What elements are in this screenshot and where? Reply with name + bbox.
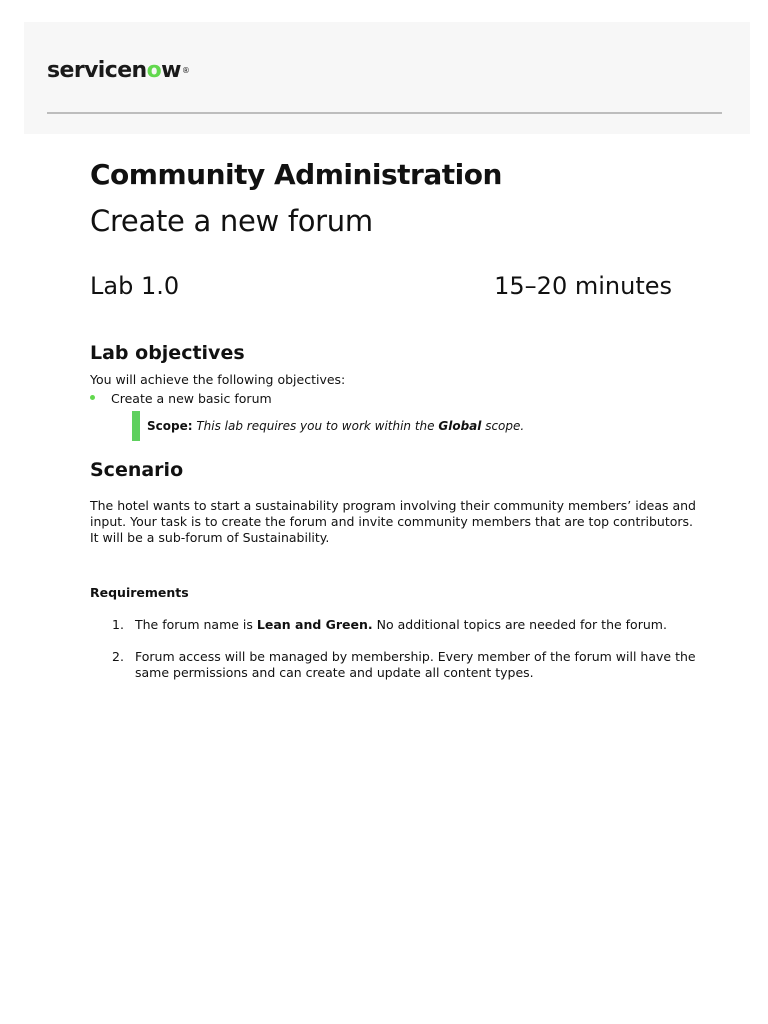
logo-accent-o: o (146, 58, 162, 83)
requirement-item (112, 617, 692, 633)
logo-registered-mark: ® (181, 66, 190, 75)
scope-label: Scope: (147, 419, 193, 433)
scenario-paragraph (90, 498, 696, 546)
objectives-intro: You will achieve the following objectives: (90, 372, 346, 387)
requirement-item (112, 649, 696, 681)
scenario-line: input. Your task is to create the forum and invite community members that are top contributors. (90, 514, 693, 529)
logo-text-a: servicen (47, 58, 147, 83)
requirement-line: Forum access will be managed by membership. Every member of the forum will have the (135, 649, 696, 664)
requirements-heading: Requirements (90, 585, 189, 600)
requirement-text-before: The forum name is (135, 617, 257, 632)
lab-number: Lab 1.0 (90, 272, 180, 300)
document-title: Community Administration (90, 158, 502, 191)
logo-text-b: w (161, 58, 181, 83)
scope-text-before: This lab requires you to work within the (192, 419, 439, 433)
requirement-number: 1. (112, 617, 124, 632)
objective-list-item (90, 391, 272, 407)
scope-text-after: scope. (481, 419, 525, 433)
bullet-dot-icon (90, 395, 95, 400)
scope-note (147, 418, 524, 434)
servicenow-logo (47, 56, 189, 86)
requirement-number: 2. (112, 649, 124, 664)
requirement-text (135, 649, 696, 681)
requirement-text-after: No additional topics are needed for the forum. (372, 617, 667, 632)
scenario-heading: Scenario (90, 459, 184, 481)
document-subtitle: Create a new forum (90, 204, 373, 238)
callout-accent-bar (132, 411, 140, 441)
scenario-line: It will be a sub-forum of Sustainability. (90, 530, 330, 545)
header-divider (47, 112, 722, 114)
lab-duration: 15–20 minutes (494, 272, 672, 300)
forum-name-emphasis: Lean and Green. (256, 617, 373, 632)
scope-callout (132, 411, 524, 441)
lab-info-row (90, 268, 672, 304)
requirement-text (135, 617, 692, 633)
requirement-line: same permissions and can create and update all content types. (135, 665, 534, 680)
objective-text: Create a new basic forum (111, 391, 272, 406)
objectives-heading: Lab objectives (90, 342, 245, 364)
scenario-line: The hotel wants to start a sustainability program involving their community members’ ideas and (90, 498, 696, 513)
scope-emphasis: Global (438, 419, 482, 433)
